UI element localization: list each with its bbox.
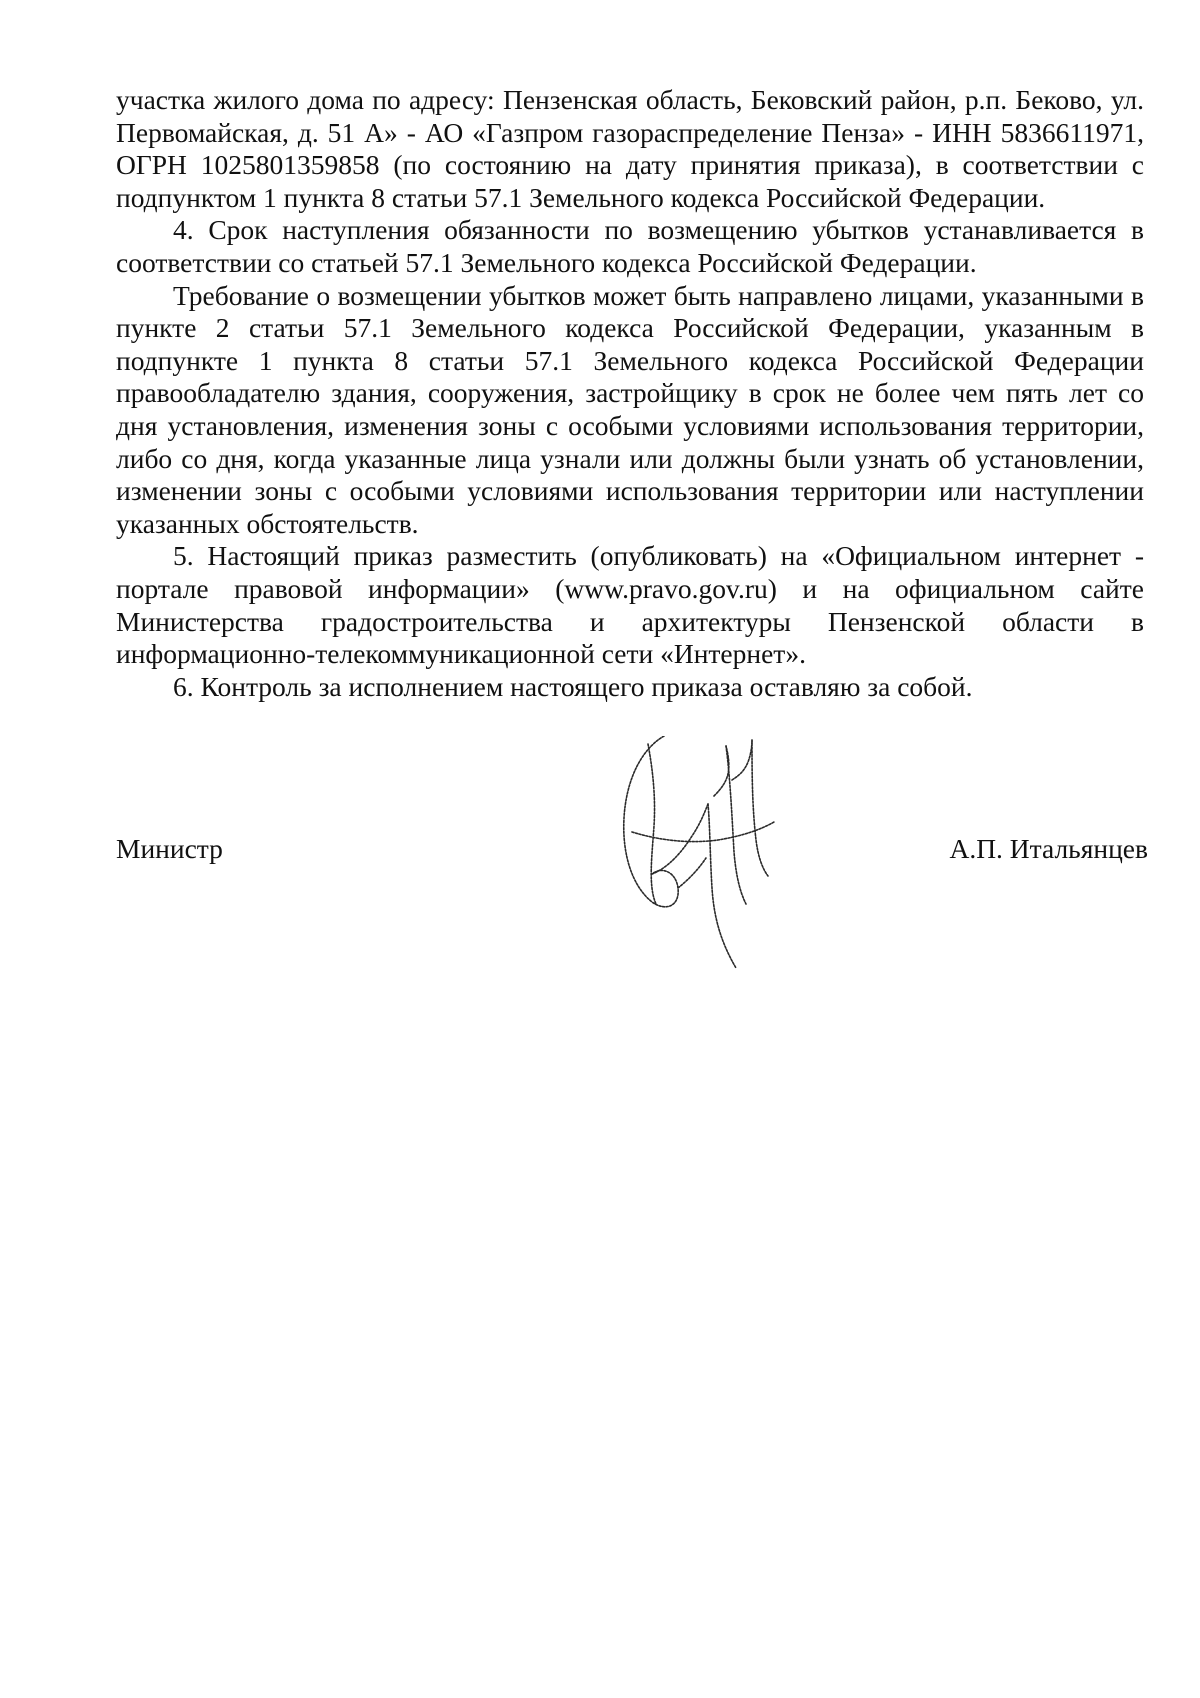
signatory-name: А.П. Итальянцев (949, 833, 1148, 864)
paragraph-continuation: участка жилого дома по адресу: Пензенская область, Бековский район, р.п. Беково, ул. Первомайская, д. 51 А» - АО «Газпром газораспределение Пенза» - ИНН 5836611971, ОГРН 1025801359858 (по состоянию на дату принятия приказа), в соответствии с подпунктом 1 пункта 8 статьи 57.1 Земельного кодекса Российской Федерации. (116, 84, 1144, 213)
signatory-role: Министр (116, 833, 223, 864)
handwritten-signature (618, 736, 788, 972)
paragraph-item-6: 6. Контроль за исполнением настоящего приказа оставляю за собой. (173, 670, 973, 702)
paragraph-item-4: 4. Срок наступления обязанности по возмещению убытков устанавливается в соответствии со статьей 57.1 Земельного кодекса Российской Федерации. (116, 214, 1144, 278)
paragraph-damages-claim: Требование о возмещении убытков может быть направлено лицами, указанными в пункте 2 статьи 57.1 Земельного кодекса Российской Федерации, указанным в подпункте 1 пункта 8 статьи 57.1 Земельного кодекса Российской Федерации правообладателю здания, сооружения, застройщику в срок не более чем пять лет со дня установления, изменения зоны с особыми условиями использования территории, либо со дня, когда указанные лица узнали или должны были узнать об установлении, изменении зоны с особыми условиями использования территории или наступлении указанных обстоятельств. (116, 279, 1144, 539)
paragraph-item-5: 5. Настоящий приказ разместить (опубликовать) на «Официальном интернет - портале правовой информации» (www.pravo.gov.ru) и на официальном сайте Министерства градостроительства и архитектуры Пензенской области в информационно-телекоммуникационной сети «Интернет». (116, 540, 1144, 670)
document-body (116, 84, 1144, 703)
